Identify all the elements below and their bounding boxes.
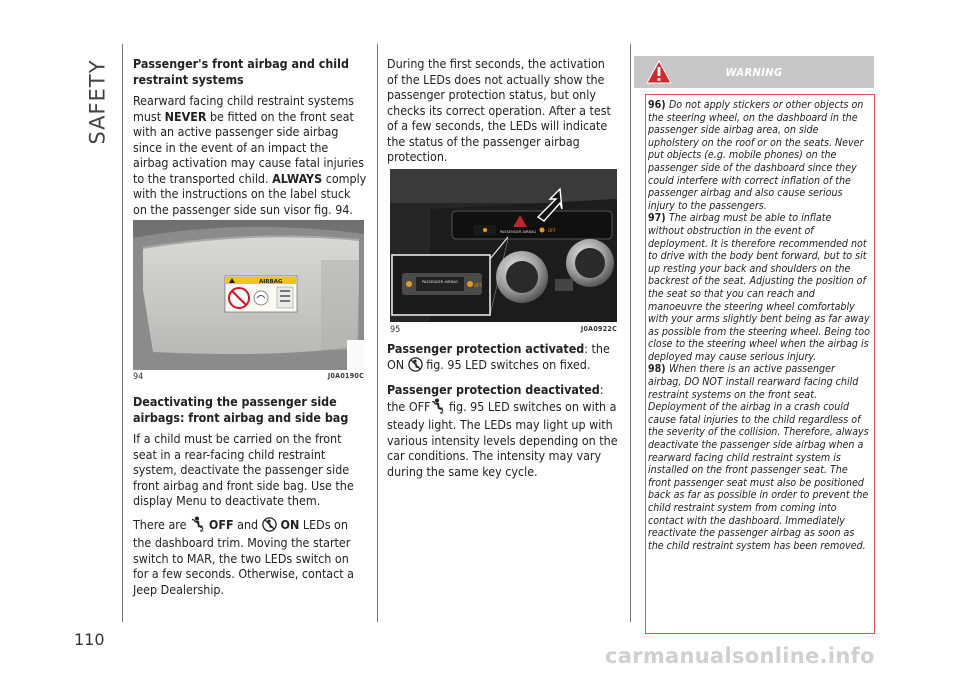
text-run: fig. 95 LED switches on fixed. [422,356,591,372]
passenger-airbag-off-icon [190,516,205,536]
warning-item-number: 97) [648,212,669,225]
panel-airbag-label: PASSENGER AIRBAG [499,230,537,234]
inset-off-text: OFF [474,283,482,288]
text-run: and [233,516,262,532]
figure-number: 95 [390,325,401,335]
text-run: : the OFF [387,382,604,414]
warning-item [648,212,870,363]
figure-number: 94 [133,372,144,382]
text-run: fig. 95 LED switches on with a steady light. The LEDs may light up with various intensity levels depending on the car conditions. The intensity may vary during the same key cycle. [387,398,618,479]
warning-item-text: The airbag must be able to inflate without obstruction in the event of deployment. It is therefore recommended not to drive with the body bent forward, but to sit up resting your back and shoulders on the backrest of the seat. Adjusting the position of the seat so that you can reach and manoeuvre the steering wheel comfortably with your arms slightly bent being as far away as possible from the steering wheel. Being too close to the steering wheel when the airbag is deployed may cause serious injury. [648,212,870,363]
figure-94 [133,220,364,370]
section-label-text: SAFETY [86,59,110,145]
inset-led-panel [392,255,490,315]
heading-deactivating-airbags: Deactivating the passenger side airbags: front airbag and side bag [133,394,349,425]
bold-text: OFF [204,516,234,532]
warning-item [648,99,870,212]
paragraph [133,93,367,217]
panel-off-text: OFF [548,228,556,233]
column-1 [133,56,367,224]
text-run: : the ON [387,341,610,372]
paragraph [387,382,619,479]
column-2 [387,56,619,172]
paragraph [133,516,367,598]
paragraph [387,341,619,375]
svg-text:2: 2 [440,408,445,414]
figure-95-caption [390,325,617,335]
column-divider [122,44,123,622]
watermark: carmanualsonline.info [605,644,875,668]
text-run: There are [133,516,190,532]
section-label [68,42,128,162]
figure-code: J0A0922C [580,325,617,333]
warning-list [648,99,870,552]
passenger-airbag-off-icon [430,398,445,418]
inset-airbag-label: PASSENGER AIRBAG [421,280,459,284]
warning-item [648,363,870,552]
warning-triangle-icon [646,60,672,84]
svg-text:2: 2 [199,526,204,532]
column-1-lower [133,394,367,604]
passenger-airbag-on-icon [408,357,423,376]
text-run: comply with the instructions on the label stuck on the passenger side sun visor fig. 94. [133,170,367,217]
paragraph: If a child must be carried on the front seat in a rear-facing child restraint system, deactivate the passenger side front airbag and front side bag. Use the display Menu to deactivate them. [133,431,354,508]
airbag-label-text: AIRBAG [259,279,283,285]
bold-text: Passenger protection activated [387,341,585,356]
page-number: 110 [74,630,105,649]
warning-item-number: 96) [648,99,669,111]
bold-text: NEVER [164,108,207,124]
bold-text: ALWAYS [272,170,323,186]
column-divider [630,44,631,622]
warning-title: WARNING [725,65,783,79]
warning-item-number: 98) [648,363,669,376]
paragraph: During the first seconds, the activation of the LEDs does not actually show the passenger protection status, but only checks its correct operation. After a test of a few seconds, the LEDs will indicate the status of the passenger airbag protection. [387,56,611,164]
figure-94-caption [133,372,364,382]
sun-visor-image [133,220,364,370]
figure-code: J0A0190C [327,372,364,380]
bold-text: ON [276,516,300,532]
passenger-airbag-on-icon [262,517,277,536]
warning-item-text: When there is an active passenger airbag, DO NOT install rearward facing child restraint systems on the front seat. Deployment of the airbag in a crash could cause fatal injuries to the child regardless of the severity of the collision. Therefore, always deactivate the passenger side airbag when a rearward facing child restraint system is installed on the front passenger seat. The front passenger seat must also be positioned back as far as possible in order to prevent the child restraint system from coming into contact with the dashboard. Immediately reactivate the passenger airbag as soon as the child restraint system has been removed. [648,363,869,552]
column-divider [377,44,378,622]
warning-header [634,56,874,88]
figure-95 [390,169,617,322]
text-run: LEDs on the dashboard trim. Moving the starter switch to MAR, the two LEDs switch on for a few seconds. Otherwise, contact a Jeep Dealership. [133,516,355,597]
heading-passenger-airbag: Passenger's front airbag and child restraint systems [133,56,349,87]
bold-text: Passenger protection deactivated [387,382,600,397]
column-2-lower [387,341,619,486]
dashboard-image [390,169,617,322]
text-run: be fitted on the front seat with an active passenger side airbag since in the event of an impact the airbag activation may cause fatal injuries to the transported child. [133,108,365,186]
warning-item-text: Do not apply stickers or other objects on the steering wheel, on the dashboard in the passenger side airbag area, on side upholstery on the roof or on the seats. Never put objects (e.g. mobile phones) on the passenger side of the dashboard since they could interfere with correct inflation of the passenger airbag and also cause serious injury to the passengers. [648,99,864,212]
airbag-warning-label [225,276,297,312]
text-run: Rearward facing child restraint systems must [133,93,354,124]
